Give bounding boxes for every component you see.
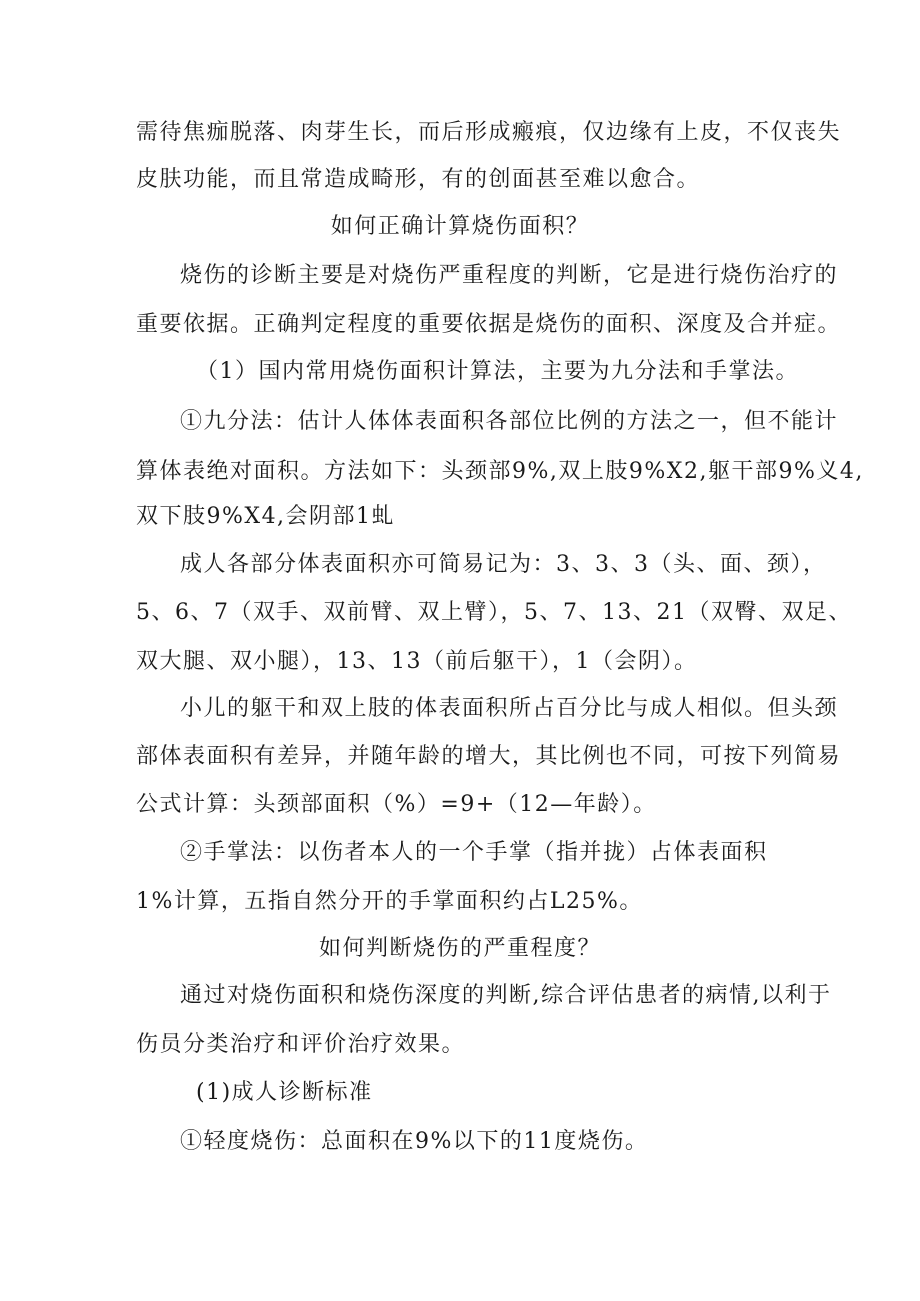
paragraph-line: ①九分法：估计人体体表面积各部位比例的方法之一，但不能计 xyxy=(180,409,839,434)
paragraph-line: ②手掌法：以伤者本人的一个手掌（指并拢）占体表面积 xyxy=(180,840,768,865)
paragraph-line: （1）国内常用烧伤面积计算法，主要为九分法和手掌法。 xyxy=(196,359,799,384)
paragraph-line: 通过对烧伤面积和烧伤深度的判断,综合评估患者的病情,以利于 xyxy=(180,983,832,1008)
paragraph-line: 小儿的躯干和双上肢的体表面积所占百分比与成人相似。但头颈 xyxy=(180,696,839,721)
section-heading: 如何判断烧伤的严重程度？ xyxy=(318,936,601,961)
paragraph-line: 双大腿、双小腿），13、13（前后躯干），1（会阴）。 xyxy=(136,649,698,674)
paragraph-line: 5、6、7（双手、双前臂、双上臂），5、7、13、21（双臀、双足、 xyxy=(136,600,852,625)
section-heading: 如何正确计算烧伤面积？ xyxy=(330,214,590,239)
paragraph-line: 1%计算，五指自然分开的手掌面积约占L25%。 xyxy=(136,889,643,914)
paragraph-line: 重要依据。正确判定程度的重要依据是烧伤的面积、深度及合并症。 xyxy=(136,312,842,337)
paragraph-line: 烧伤的诊断主要是对烧伤严重程度的判断，它是进行烧伤治疗的 xyxy=(180,263,839,288)
paragraph-line: 部体表面积有差异，并随年龄的增大，其比例也不同，可按下列简易 xyxy=(136,744,842,769)
paragraph-line: 成人各部分体表面积亦可简易记为：3、3、3（头、面、颈）， xyxy=(180,552,827,577)
paragraph-line: 皮肤功能，而且常造成畸形，有的创面甚至难以愈合。 xyxy=(136,167,701,192)
paragraph-line: (1)成人诊断标准 xyxy=(196,1080,373,1105)
paragraph-line: 需待焦痂脱落、肉芽生长，而后形成瘢痕，仅边缘有上皮，不仅丧失 xyxy=(136,120,842,145)
paragraph-line: 算体表绝对面积。方法如下：头颈部9%,双上肢9%X2,躯干部9%义4, xyxy=(136,459,864,484)
paragraph-line: ①轻度烧伤：总面积在9%以下的11度烧伤。 xyxy=(180,1129,649,1154)
paragraph-line: 双下肢9%X4,会阴部1虬 xyxy=(136,504,396,529)
paragraph-line: 伤员分类治疗和评价治疗效果。 xyxy=(136,1032,466,1057)
paragraph-line: 公式计算：头颈部面积（%）=9+（12—年龄）。 xyxy=(136,792,657,817)
